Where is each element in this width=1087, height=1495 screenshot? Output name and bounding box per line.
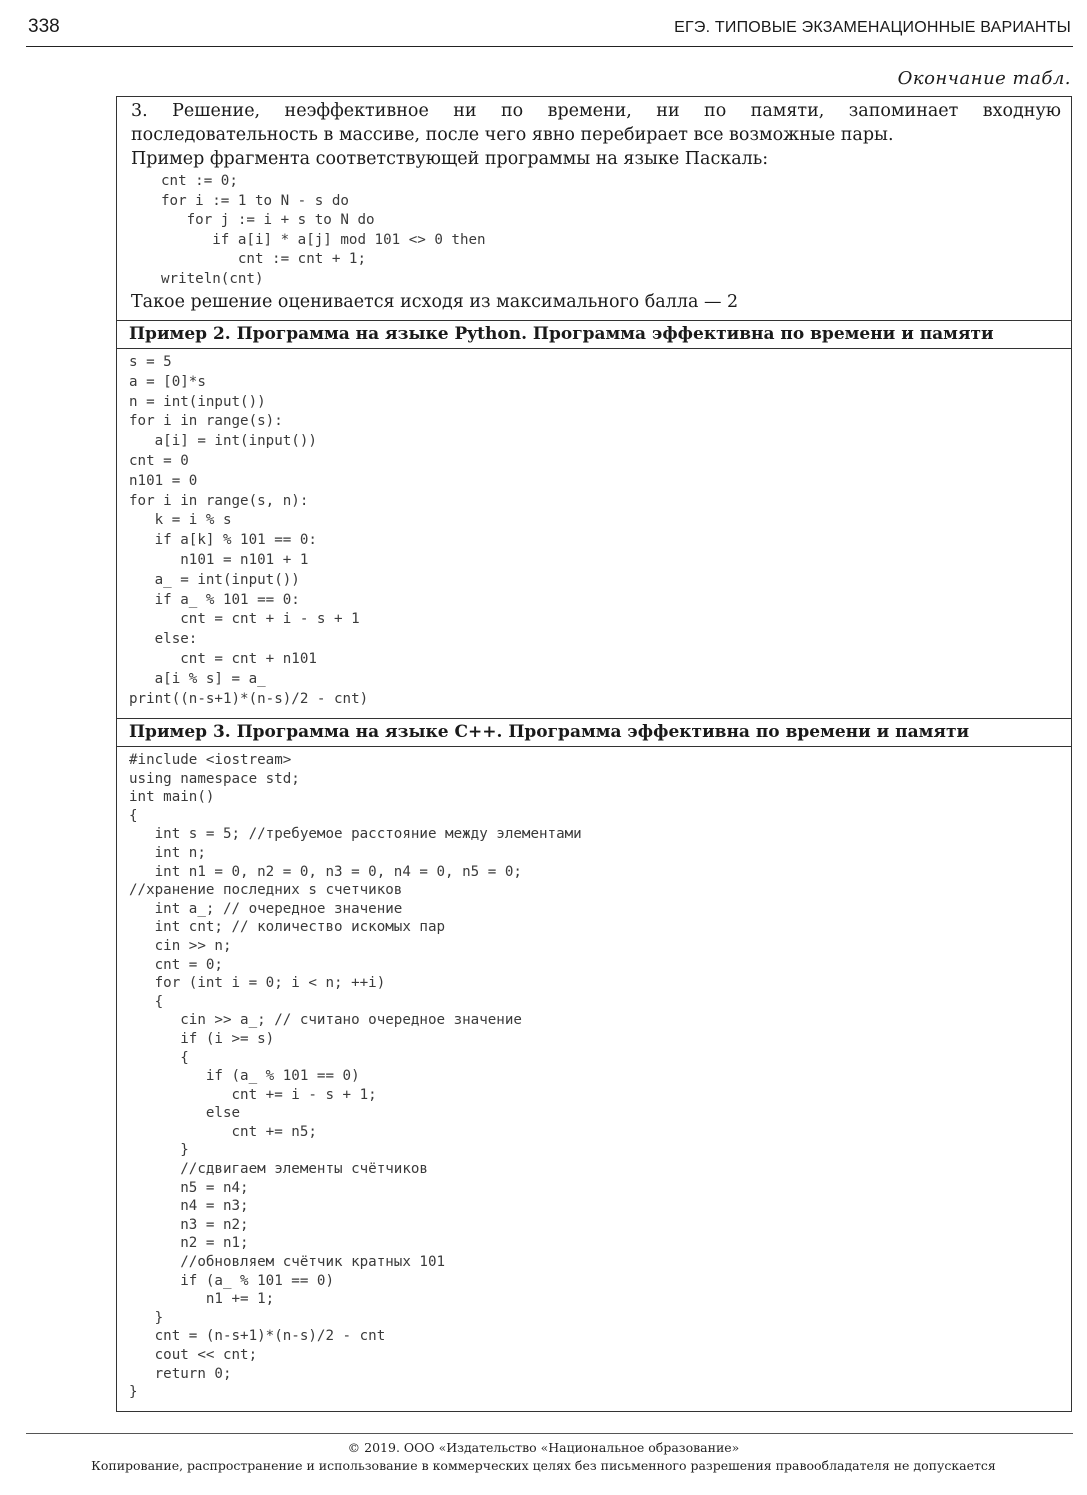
criterion-3-line-3: Пример фрагмента соответствующей программы на языке Паскаль: [131,149,769,169]
footer-divider [26,1433,1073,1434]
footer-notice: Копирование, распространение и использование в коммерческих целях без письменного разрешения правообладателя не допускается [91,1458,996,1473]
cpp-code: #include <iostream> using namespace std; int main() { int s = 5; //требуемое расстояние между элементами int n; int n1 = 0, n2 = 0, n3 = 0, n4 = 0, n5 = 0; //хранение последних s счетчиков int a_; // очередное значение int cnt; // количество искомых пар cin >> n; cnt = 0; for (int i = 0; i < n; ++i) { cin >> a_; // считано очередное значение if (i >= s) { if (a_ % 101 == 0) cnt += i - s + 1; else cnt += n5; } //сдвигаем элементы счётчиков n5 = n4; n4 = n3; n3 = n2; n2 = n1; //обновляем счётчик кратных 101 if (a_ % 101 == 0) n1 += 1; } cnt = (n-s+1)*(n-s)/2 - cnt cout << cnt; return 0; } [129,752,582,1401]
table-continuation-label: Окончание табл. [897,68,1071,89]
python-code-cell [117,349,1071,719]
criterion-3-text [131,99,1061,171]
page-number: 338 [28,16,60,37]
python-code: s = 5 a = [0]*s n = int(input()) for i in range(s): a[i] = int(input()) cnt = 0 n101 = 0 for i in range(s, n): k = i % s if a[k] % 101 == 0: n101 = n101 + 1 a_ = int(input()) if a_ % 101 == 0: cnt = cnt + i - s + 1 else: cnt = cnt + n101 a[i % s] = a_ print((n-s+1)*(n-s)/2 - cnt) [129,354,369,707]
example-2-heading: Пример 2. Программа на языке Python. Программа эффективна по времени и памяти [117,321,1071,349]
criterion-3-verdict: Такое решение оценивается исходя из максимального балла — 2 [131,292,739,312]
cpp-code-cell [117,747,1071,1411]
pascal-code: cnt := 0; for i := 1 to N - s do for j := i + s to N do if a[i] * a[j] mod 101 <> 0 then cnt := cnt + 1; writeln(cnt) [161,173,486,287]
solutions-table [116,96,1072,1412]
page-header [26,12,1073,47]
criterion-3-cell [117,97,1071,321]
criterion-3-line-2: последовательность в массиве, после чего явно перебирает все возможные пары. [131,125,894,145]
example-3-heading: Пример 3. Программа на языке C++. Программа эффективна по времени и памяти [117,719,1071,747]
criterion-3-line-1: 3. Решение, неэффективное ни по времени, ни по памяти, запоминает входную [131,101,1061,121]
footer-copyright: © 2019. ООО «Издательство «Национальное образование» [347,1440,740,1455]
running-title: ЕГЭ. ТИПОВЫЕ ЭКЗАМЕНАЦИОННЫЕ ВАРИАНТЫ [674,19,1071,36]
